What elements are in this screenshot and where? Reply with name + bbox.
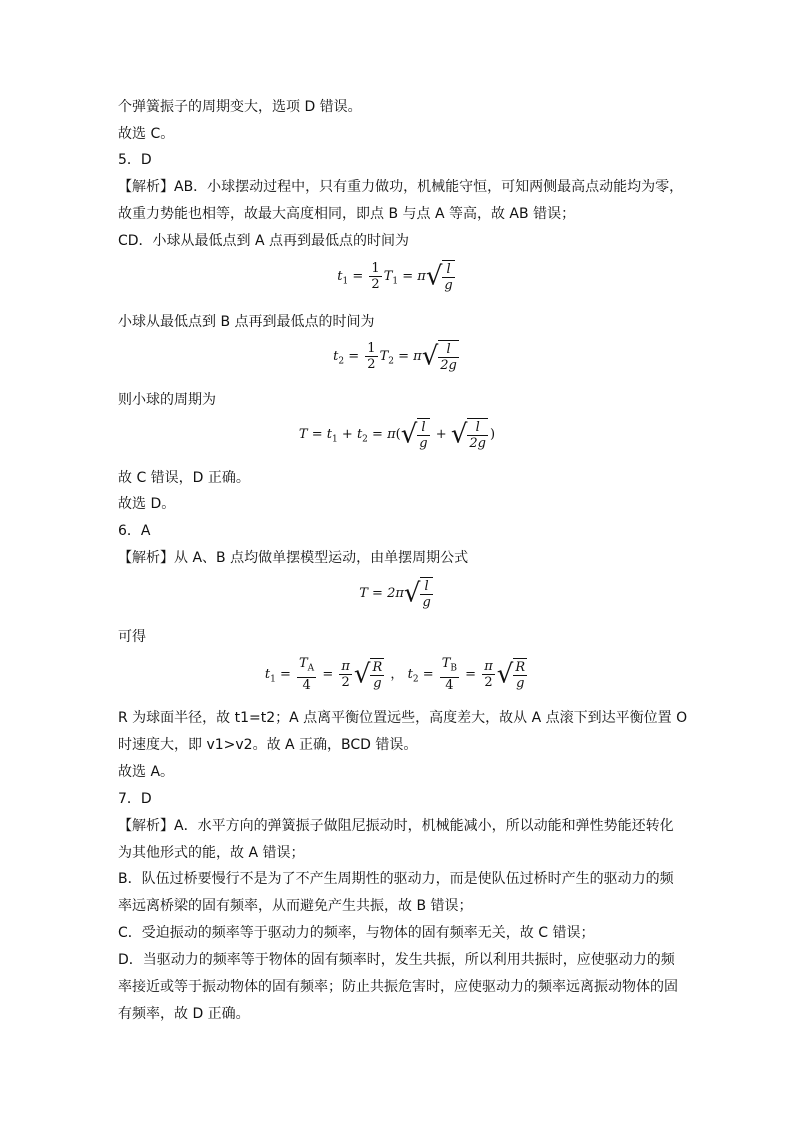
text-line: 故重力势能也相等，故最大高度相同，即点 B 与点 A 等高，故 AB 错误； xyxy=(118,206,576,222)
equation-t1: $t_1$ = $\frac{1}{2}$ $T_1 = \pi√$ $\frac{l}{g}$ xyxy=(337,261,453,293)
text-line: 小球从最低点到 B 点再到最低点的时间为 xyxy=(118,314,375,330)
text-line: 故选 C。 xyxy=(118,126,175,142)
text-line: 则小球的周期为 xyxy=(118,392,216,408)
equation-t2: $t_2$ = $\frac{1}{2}$ $T_2 = \pi√$ $\frac{l}{2g}$ xyxy=(333,341,457,373)
text-line: 有频率，故 D 正确。 xyxy=(118,1006,250,1022)
text-line: 可得 xyxy=(118,629,146,645)
text-line: 【解析】AB．小球摆动过程中，只有重力做功，机械能守恒，可知两侧最高点动能均为零， xyxy=(118,179,684,195)
text-line: 为其他形式的能，故 A 错误； xyxy=(118,845,305,861)
text-line: B．队伍过桥要慢行不是为了不产生周期性的驱动力，而是使队伍过桥时产生的驱动力的频 xyxy=(118,871,674,887)
question-number: 6．A xyxy=(118,523,151,539)
text-line: D．当驱动力的频率等于物体的固有频率时，发生共振，所以利用共振时，应使驱动力的频 xyxy=(118,952,675,968)
equation-times: $t_1$ = $\frac{T_A}{4}$ = $\frac{\pi}{2}$ √ $\frac{R}{g}$ ， $t_2$ = $\frac{T_B}{4}$ = $\frac{\pi}{2}$ √ $\frac{R}{g}$ xyxy=(264,656,526,693)
text-line: 率远离桥梁的固有频率，从而避免产生共振，故 B 错误； xyxy=(118,898,473,914)
text-line: 故 C 错误，D 正确。 xyxy=(118,470,250,486)
text-line: 故选 A。 xyxy=(118,764,175,780)
text-line: 【解析】A．水平方向的弹簧振子做阻尼振动时，机械能减小，所以动能和弹性势能还转化 xyxy=(118,818,674,834)
question-number: 5．D xyxy=(118,152,152,168)
text-line: 时速度大，即 v1>v2。故 A 正确，BCD 错误。 xyxy=(118,737,418,753)
text-line: 率接近或等于振动物体的固有频率；防止共振危害时，应使驱动力的频率远离振动物体的固 xyxy=(118,979,678,995)
text-line: 个弹簧振子的周期变大，选项 D 错误。 xyxy=(118,99,362,115)
text-line: 故选 D。 xyxy=(118,496,176,512)
equation-period: $T = t_1 + t_2 = \pi(√$ $\frac{l}{g}$ + √ $\frac{l}{2g}$ ) xyxy=(298,419,496,451)
text-line: 【解析】从 A、B 点均做单摆模型运动，由单摆周期公式 xyxy=(118,550,469,566)
equation-pendulum: T = 2π√ $\frac{l}{g}$ xyxy=(359,578,431,610)
text-line: CD．小球从最低点到 A 点再到最低点的时间为 xyxy=(118,233,410,249)
question-number: 7．D xyxy=(118,791,152,807)
text-line: R 为球面半径，故 t1=t2；A 点离平衡位置远些，高度差大，故从 A 点滚下到达平衡位置 O xyxy=(118,710,688,726)
text-line: C．受迫振动的频率等于驱动力的频率，与物体的固有频率无关，故 C 错误； xyxy=(118,925,595,941)
